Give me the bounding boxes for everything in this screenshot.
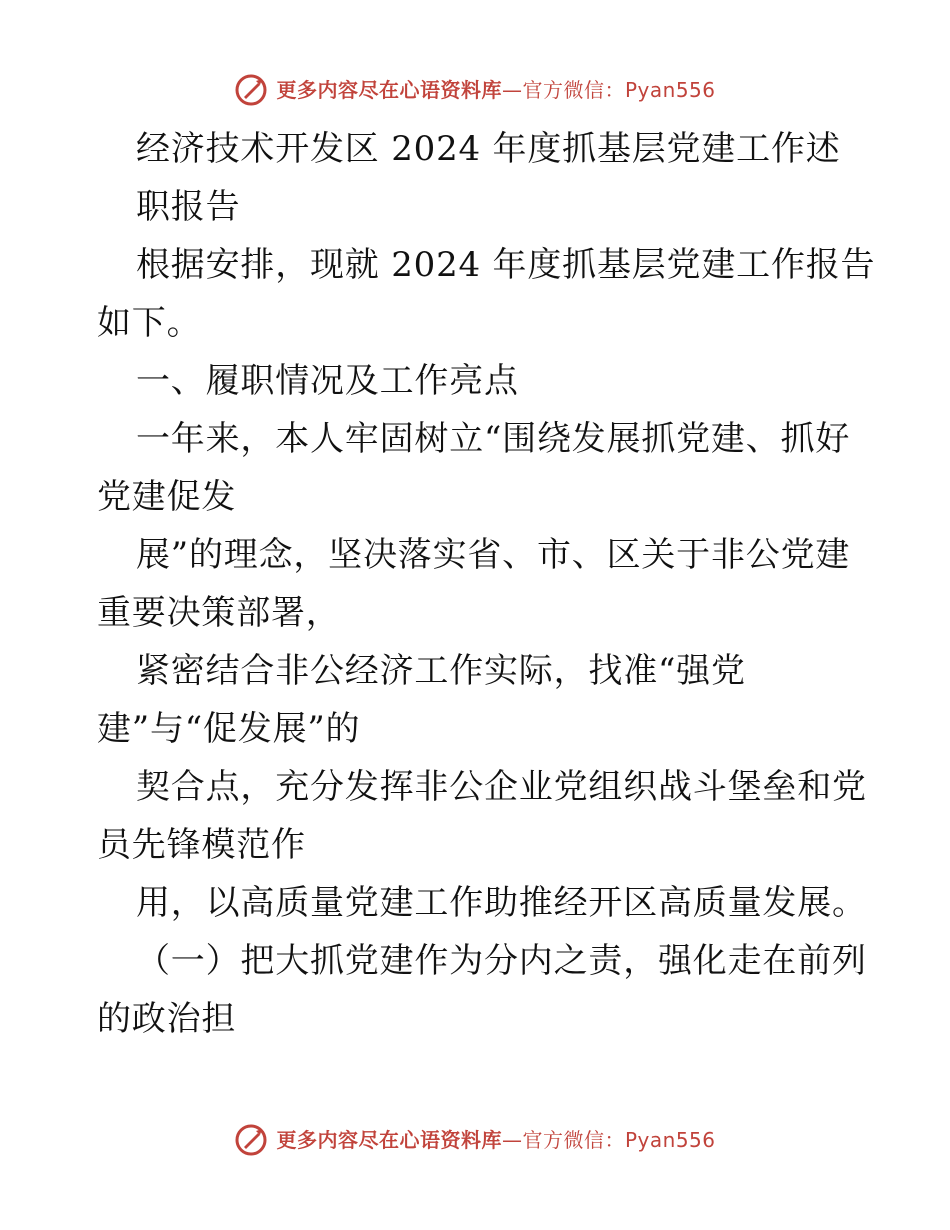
doc-line: 建”与“促发展”的 [97, 709, 361, 749]
watermark-dash: — [501, 1128, 523, 1152]
doc-line: 经济技术开发区 2024 年度抓基层党建工作述 [136, 129, 841, 169]
doc-line: 根据安排，现就 2024 年度抓基层党建工作报告 [136, 245, 876, 285]
quill-seal-icon [234, 1123, 268, 1157]
watermark-text [276, 1130, 715, 1150]
doc-line: 党建促发 [97, 477, 237, 517]
document-body [0, 120, 950, 1080]
doc-line: 紧密结合非公经济工作实际，找准“强党 [136, 651, 746, 691]
watermark-brand: 更多内容尽在心语资料库 [276, 78, 502, 102]
watermark-text [276, 80, 715, 100]
doc-line: 展”的理念，坚决落实省、市、区关于非公党建 [136, 535, 851, 575]
doc-line: 职报告 [136, 187, 241, 227]
doc-line: 重要决策部署， [97, 593, 341, 633]
doc-line: 如下。 [97, 303, 202, 343]
doc-line: 的政治担 [97, 999, 237, 1039]
header-watermark [0, 70, 950, 110]
doc-line: 用，以高质量党建工作助推经开区高质量发展。 [136, 883, 867, 923]
watermark-brand: 更多内容尽在心语资料库 [276, 1128, 502, 1152]
watermark-label: 官方微信： [522, 78, 625, 102]
doc-line: 契合点，充分发挥非公企业党组织战斗堡垒和党 [136, 767, 867, 807]
watermark-id: Pyan556 [624, 78, 716, 102]
watermark-label: 官方微信： [522, 1128, 625, 1152]
doc-line: 员先锋模范作 [97, 825, 306, 865]
quill-seal-icon [234, 73, 268, 107]
doc-line: 一年来，本人牢固树立“围绕发展抓党建、抓好 [136, 419, 851, 459]
doc-line: 一、履职情况及工作亮点 [136, 361, 519, 401]
doc-line: （一）把大抓党建作为分内之责，强化走在前列 [136, 941, 867, 981]
watermark-id: Pyan556 [624, 1128, 716, 1152]
footer-watermark [0, 1120, 950, 1160]
watermark-dash: — [501, 78, 523, 102]
